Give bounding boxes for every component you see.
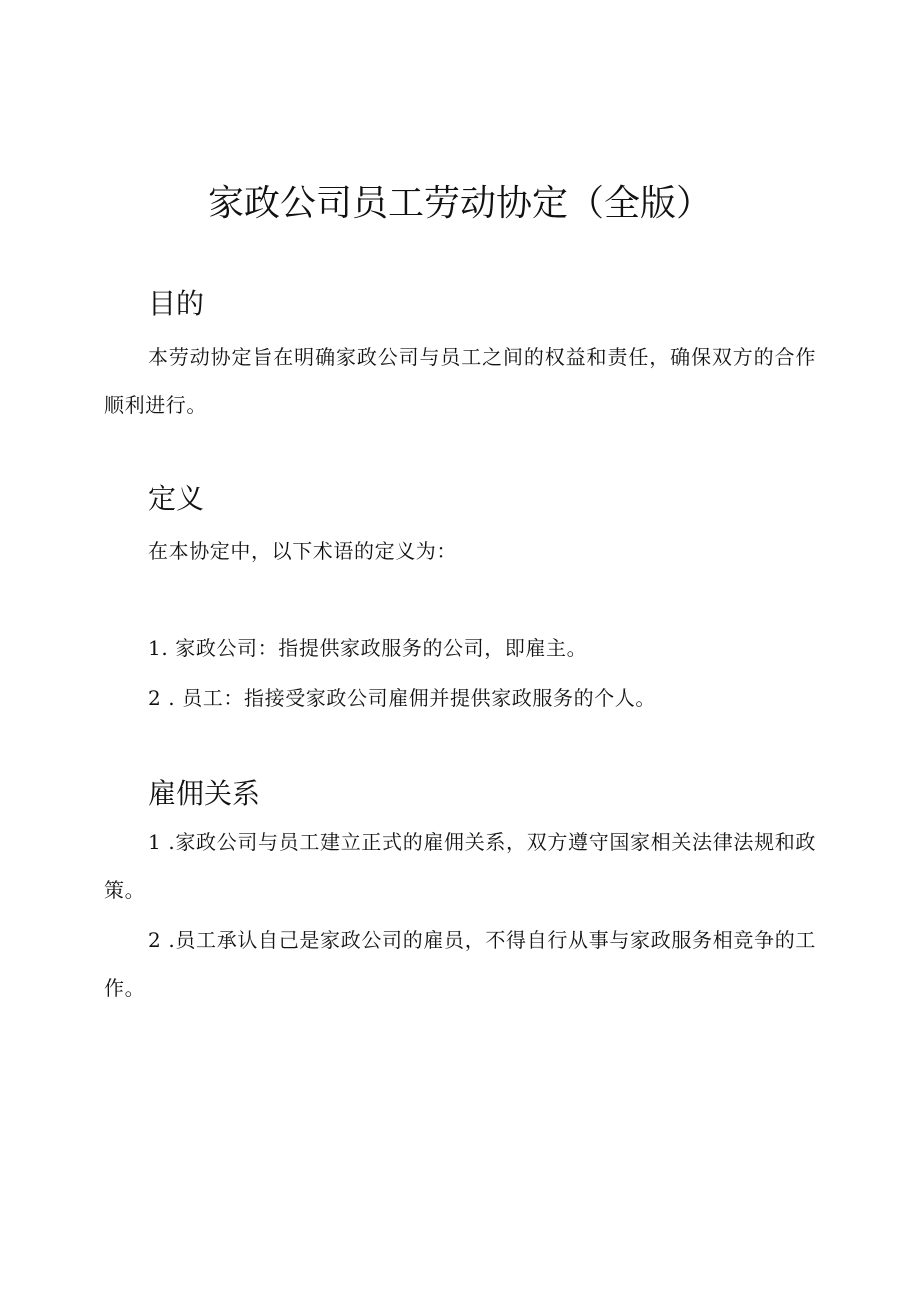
list-number: 1 xyxy=(148,830,162,854)
employment-item-2 xyxy=(104,916,816,1012)
section-heading-definitions: 定义 xyxy=(148,482,205,515)
section-heading-purpose: 目的 xyxy=(148,287,205,320)
document-title: 家政公司员工劳动协定（全版） xyxy=(207,183,712,224)
list-number: 2 xyxy=(148,686,162,710)
list-item-text: .家政公司与员工建立正式的雇佣关系，双方遵守国家相关法律法规和政策。 xyxy=(104,830,816,902)
definition-item-2 xyxy=(148,683,816,713)
list-number: 2 xyxy=(148,928,162,952)
list-number: 1 xyxy=(148,636,162,660)
section-heading-employment: 雇佣关系 xyxy=(148,777,261,810)
list-item-text: .员工承认自己是家政公司的雇员，不得自行从事与家政服务相竞争的工作。 xyxy=(104,928,816,1000)
employment-item-1 xyxy=(104,818,816,914)
list-item-text: . 员工：指接受家政公司雇佣并提供家政服务的个人。 xyxy=(161,686,656,710)
purpose-paragraph: 本劳动协定旨在明确家政公司与员工之间的权益和责任，确保双方的合作顺利进行。 xyxy=(104,345,816,417)
definition-item-1 xyxy=(148,633,816,663)
definitions-intro: 在本协定中，以下术语的定义为： xyxy=(148,539,457,563)
list-item-text: . 家政公司：指提供家政服务的公司，即雇主。 xyxy=(161,636,588,660)
